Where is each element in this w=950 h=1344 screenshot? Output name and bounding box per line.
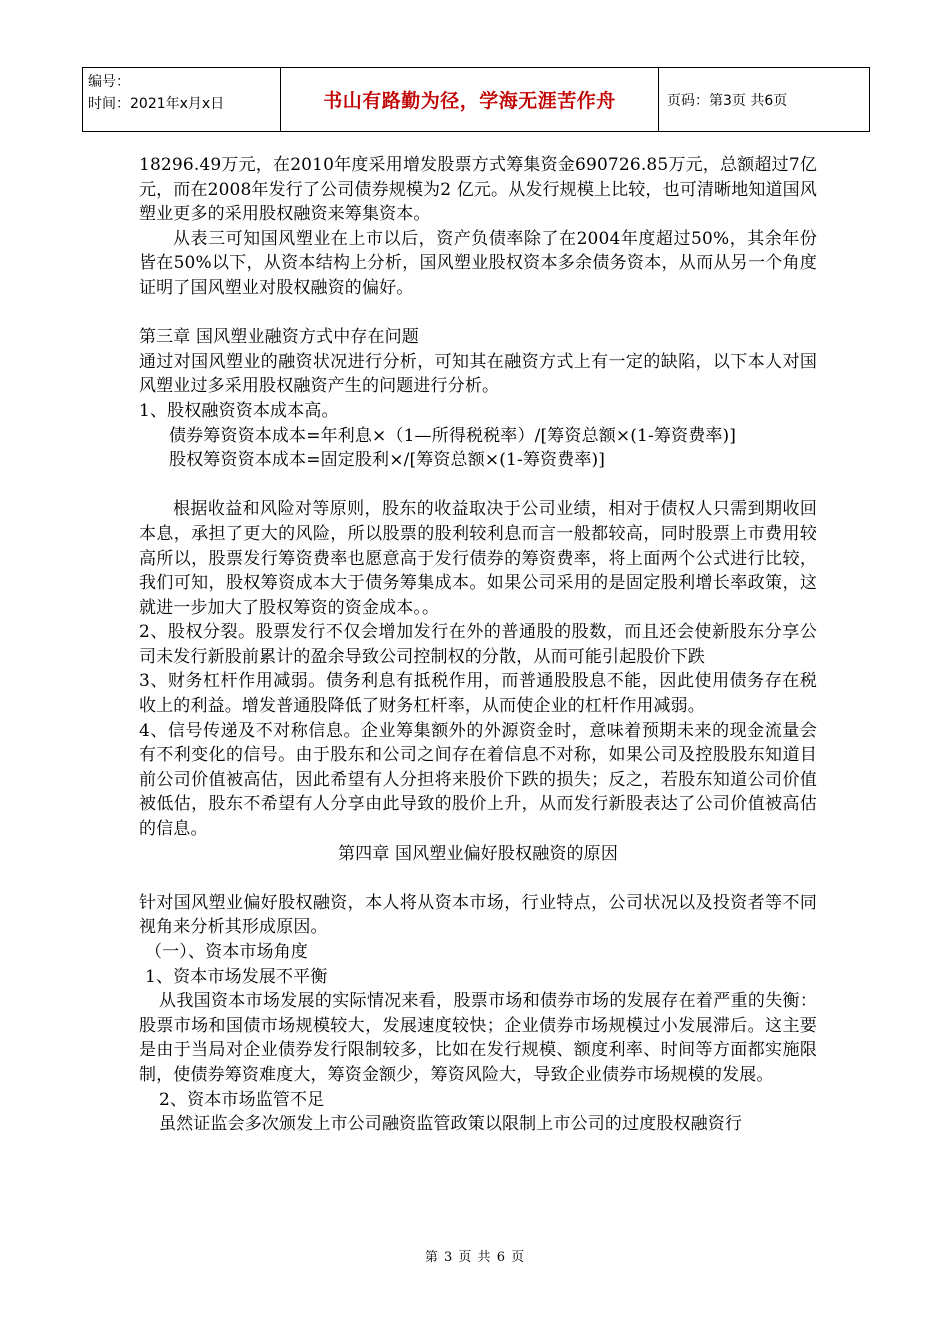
paragraph-market-imbalance: 从我国资本市场发展的实际情况来看，股票市场和债券市场的发展存在着严重的失衡：股票市场和国债市场规模较大，发展速度较快；企业债券市场规模过小发展滞后。这主要是由于当局对企业债券发行限制较多，比如在发行规模、额度利率、时间等方面都实施限制，使债券筹资难度大，筹资金额少，筹资风险大，导致企业债券市场规模的发展。 xyxy=(139,991,817,1085)
header-motto: 书山有路勤为径，学海无涯苦作舟 xyxy=(281,68,659,131)
document-body xyxy=(139,153,817,1137)
header-meta-cell xyxy=(83,68,281,131)
paragraph-debt-ratio: 从表三可知国风塑业在上市以后，资产负债率除了在2004年度超过50%，其余年份皆在50%以下，从资本结构上分析，国风塑业股权资本多余债务资本，从而从另一个角度证明了国风塑业对股权融资的偏好。 xyxy=(139,228,817,298)
paragraph-regulation: 虽然证监会多次颁发上市公司融资监管政策以限制上市公司的过度股权融资行 xyxy=(159,1114,743,1135)
document-number-label: 编号： xyxy=(88,74,130,90)
blank-line xyxy=(139,301,817,326)
page-header xyxy=(82,67,870,132)
paragraph-chapter-3-intro: 通过对国风塑业的融资状况进行分析，可知其在融资方式上有一定的缺陷，以下本人对国风塑业过多采用股权融资产生的问题进行分析。 xyxy=(139,351,817,397)
paragraph-risk-return: 根据收益和风险对等原则，股东的收益取决于公司业绩，相对于债权人只需到期收回本息，承担了更大的风险，所以股票的股利较利息而言一般都较高，同时股票上市费用较高所以，股票发行筹资费率也愿意高于发行债券的筹资费率，将上面两个公式进行比较，我们可知，股权筹资成本大于债务筹集成本。如果公司采用的是固定股利增长率政策，这就进一步加大了股权筹资的资金成本。。 xyxy=(139,499,817,618)
formula-equity-cost: 股权筹资资本成本=固定股利×/[筹资总额×(1-筹资费率)] xyxy=(169,450,606,471)
paragraph-leverage: 3、财务杠杆作用减弱。债务利息有抵税作用，而普通股股息不能，因此使用债务存在税收上的利益。增发普通股降低了财务杠杆率，从而使企业的杠杆作用减弱。 xyxy=(139,671,817,717)
subsection-imbalance-heading: 1、资本市场发展不平衡 xyxy=(145,966,328,987)
page-footer: 第 3 页 共 6 页 xyxy=(424,1250,526,1265)
chapter-3-heading: 第三章 国风塑业融资方式中存在问题 xyxy=(139,327,419,348)
blank-line xyxy=(139,473,817,498)
document-time-label: 时间：2021年x月x日 xyxy=(88,96,225,112)
paragraph-continuation: 18296.49万元，在2010年度采用增发股票方式筹集资金690726.85万元，总额超过7亿元，而在2008年发行了公司债券规模为2 亿元。从发行规模上比较，也可清晰地知道国风塑业更多的采用股权融资来筹集资本。 xyxy=(139,155,817,225)
subsection-regulation-heading: 2、资本市场监管不足 xyxy=(159,1089,325,1110)
blank-line xyxy=(139,866,817,891)
paragraph-equity-split: 2、股权分裂。股票发行不仅会增加发行在外的普通股的股数，而且还会使新股东分享公司未发行新股前累计的盈余导致公司控制权的分散，从而可能引起股价下跌 xyxy=(139,622,817,667)
paragraph-chapter-4-intro: 针对国风塑业偏好股权融资，本人将从资本市场，行业特点，公司状况以及投资者等不同视角来分析其形成原因。 xyxy=(139,892,817,938)
header-page-number: 页码：第3页 共6页 xyxy=(667,92,788,109)
paragraph-signaling: 4、信号传递及不对称信息。企业筹集额外的外源资金时，意味着预期未来的现金流量会有不利变化的信号。由于股东和公司之间存在着信息不对称，如果公司及控股股东知道目前公司价值被高估，因此希望有人分担将来股价下跌的损失；反之，若股东知道公司价值被低估，股东不希望有人分享由此导致的股价上升，从而发行新股表达了公司价值被高估的信息。 xyxy=(139,720,817,840)
chapter-4-heading: 第四章 国风塑业偏好股权融资的原因 xyxy=(338,843,618,864)
section-capital-market-heading: （一）、资本市场角度 xyxy=(145,942,308,962)
section-cost-heading: 1、股权融资资本成本高。 xyxy=(139,400,339,421)
formula-debt-cost: 债券筹资资本成本=年利息×（1—所得税税率）/[筹资总额×(1-筹资费率)] xyxy=(169,425,737,446)
